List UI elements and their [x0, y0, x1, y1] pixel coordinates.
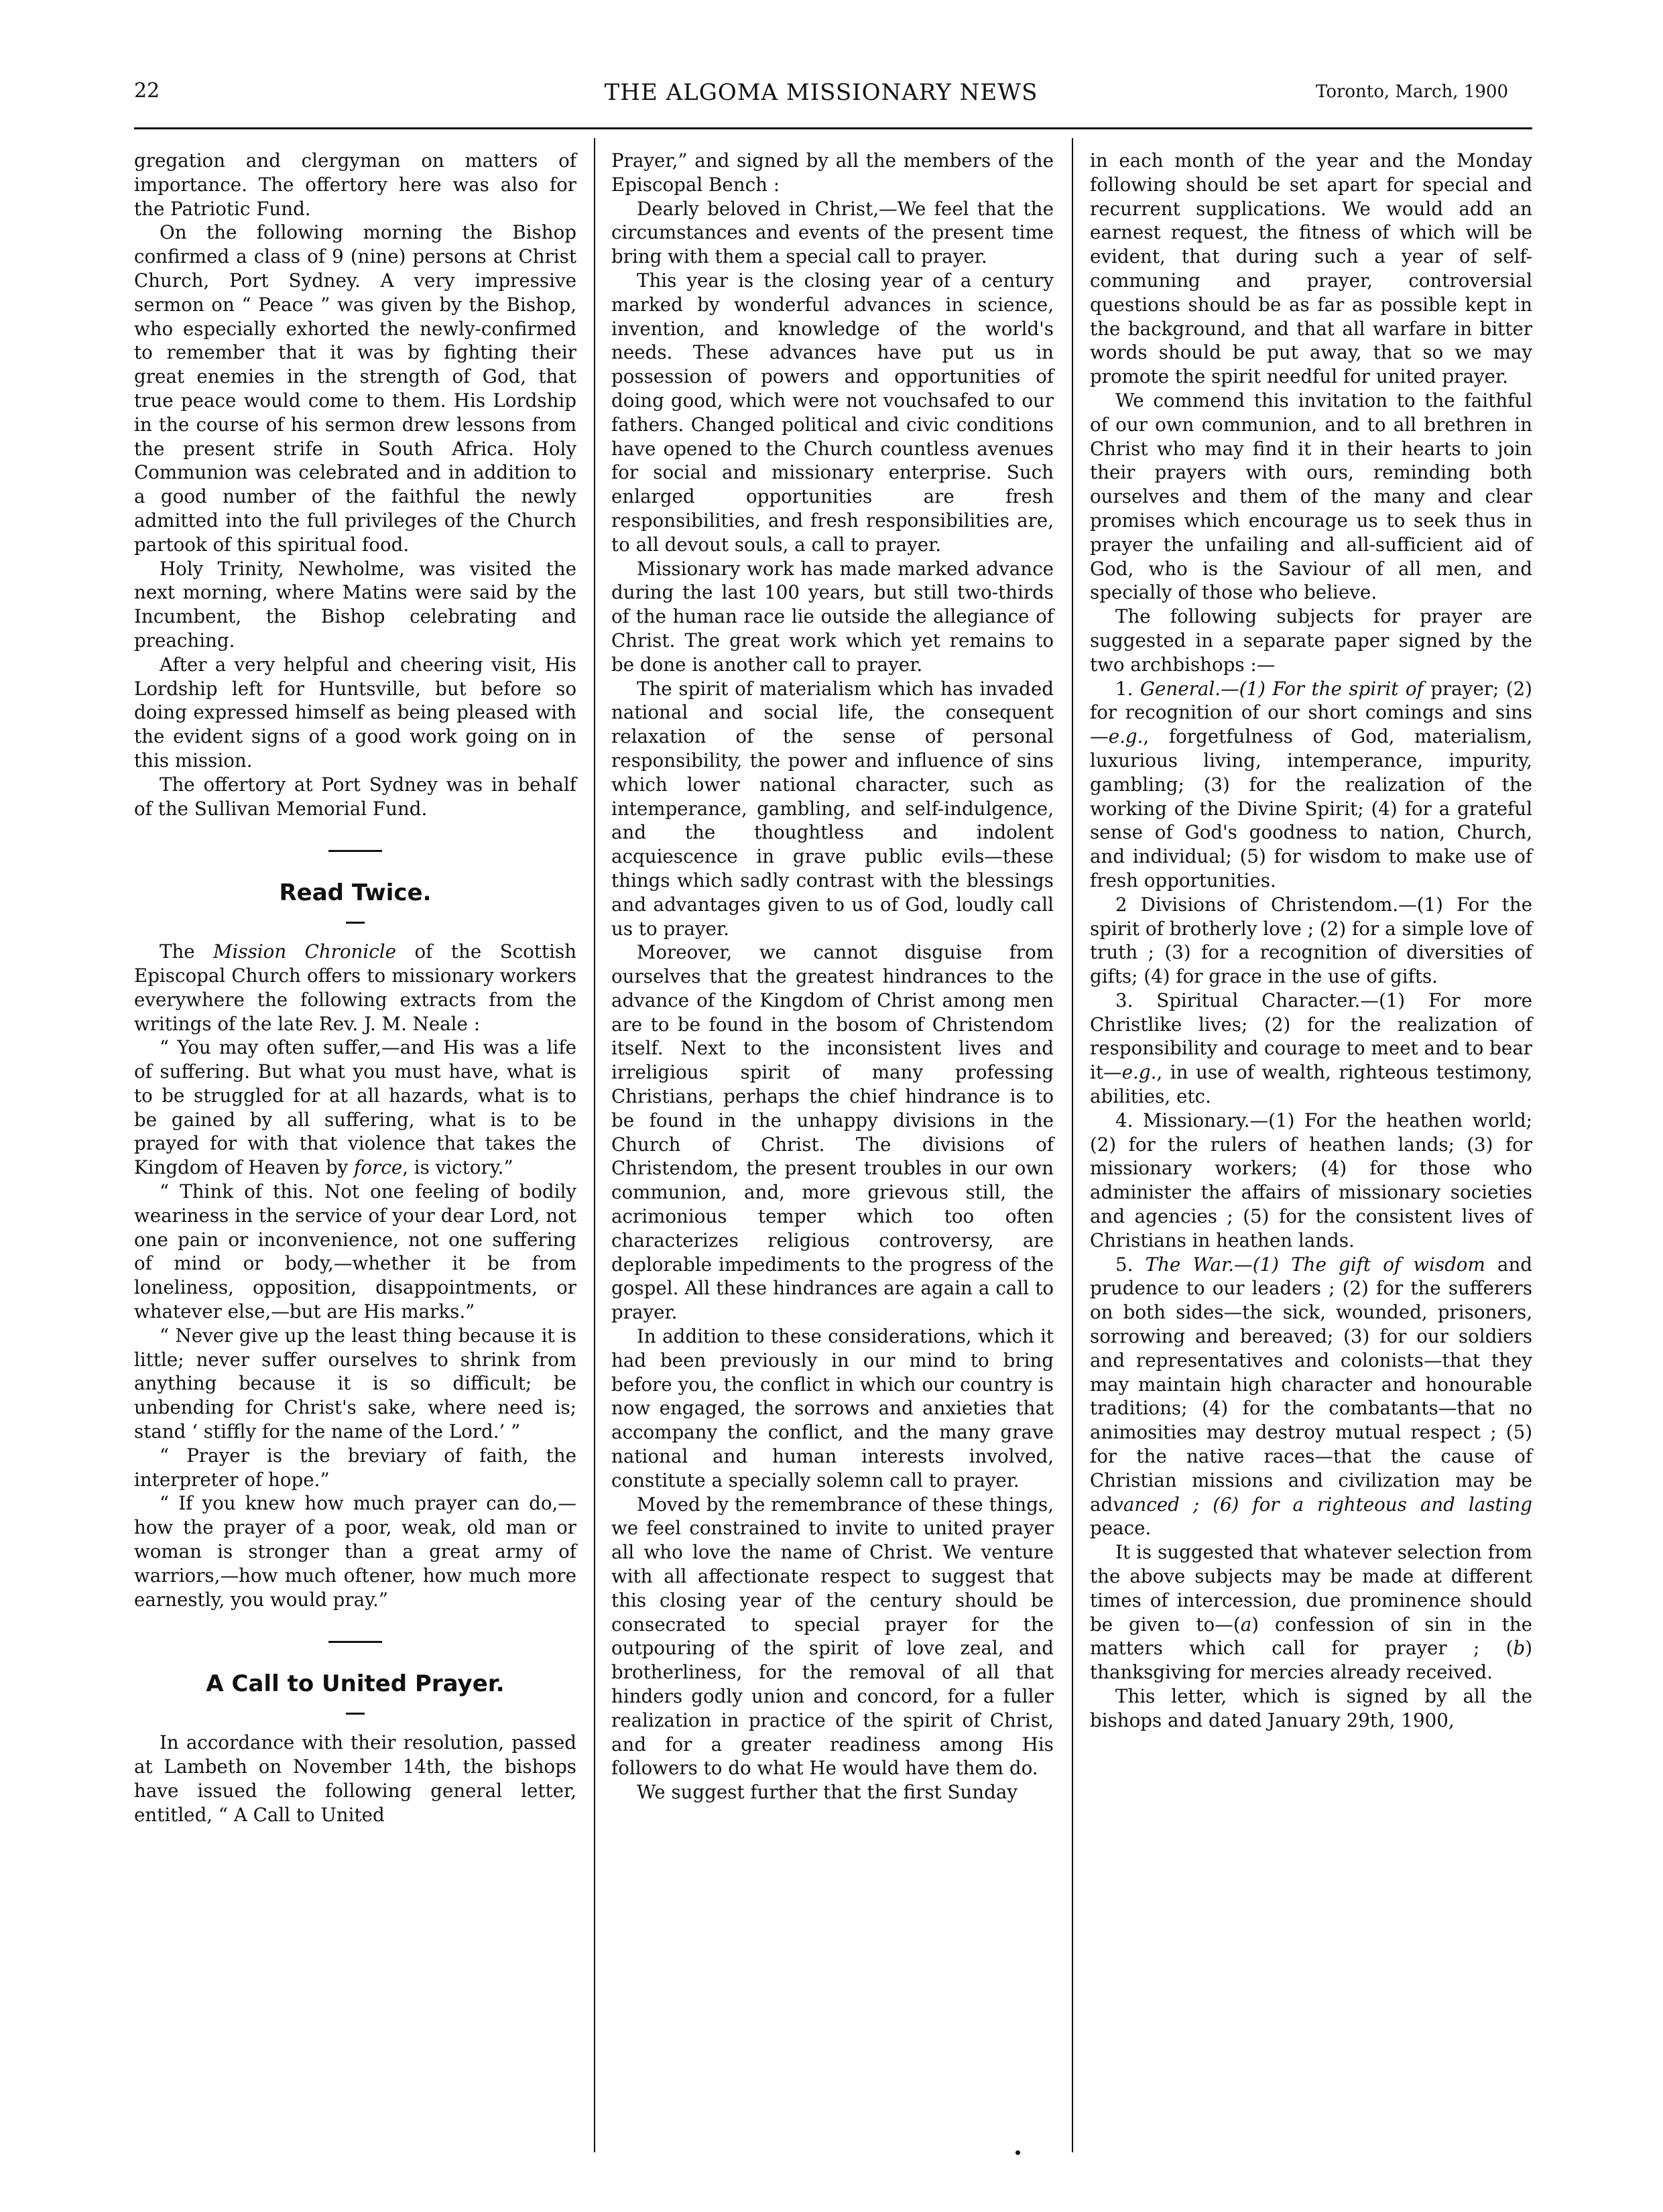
publication-name: Mission Chronicle	[213, 940, 396, 963]
paragraph: Missionary work has made marked advance during the last 100 years, but still two-thirds of the human race lie outside the allegiance of Christ. The great work which yet remains to be done is another call to prayer.	[611, 557, 1054, 676]
section-heading: A Call to United Prayer.	[206, 1670, 505, 1698]
publication-title: THE ALGOMA MISSIONARY NEWS	[604, 79, 1038, 106]
section-heading: Read Twice.	[279, 879, 432, 907]
issue-date: Toronto, March, 1900	[1316, 82, 1508, 102]
paragraph: The offertory at Port Sydney was in behalf of the Sullivan Memorial Fund.	[134, 773, 576, 820]
paragraph: gregation and clergyman on matters of importance. The offertory here was also for the Patriotic Fund.	[134, 149, 576, 220]
prayer-subject: 5. The War.—(1) The gift of wisdom and prudence to our leaders ; (2) for the sufferers on both sides—the sick, wounded, prisoners, sorrowing and bereaved; (3) for our soldiers and representatives and colonists—that they may maintain high character and honourable traditions; (4) for the combatants—that no animosities may destroy mutual respect ; (5) for the native races—that the cause of Christian missions and civilization may be advanced ; (6) for a righteous and lasting peace.	[1090, 1253, 1532, 1540]
column-divider-left	[594, 138, 595, 2152]
paragraph: Dearly beloved in Christ,—We feel that the circumstances and events of the present time bring with them a special call to prayer.	[611, 197, 1054, 268]
paragraph: On the following morning the Bishop confirmed a class of 9 (nine) persons at Christ Church, Port Sydney. A very impressive sermon on “ Peace ” was given by the Bishop, who especially exhorted the newly-confirmed to remember that it was by fighting their great enemies in the strength of God, that true peace would come to them. His Lordship in the course of his sermon drew lessons from the present strife in South Africa. Holy Communion was celebrated and in addition to a good number of the faithful the newly admitted into the full privileges of the Church partook of this spiritual food.	[134, 221, 576, 556]
page-header	[134, 79, 1508, 119]
quotation: “ If you knew how much prayer can do,—how the prayer of a poor, weak, old man or woman is stronger than a great army of warriors,—how much oftener, how much more earnestly, you would pray.”	[134, 1492, 576, 1611]
column-1	[134, 149, 576, 1827]
paragraph: It is suggested that whatever selection from the above subjects may be made at different times of intercession, due prominence should be given to—(a) confession of sin in the matters which call for prayer ; (b) thanksgiving for mercies already received.	[1090, 1541, 1532, 1684]
paragraph: After a very helpful and cheering visit, His Lordship left for Huntsville, but before so doing expressed himself as being pleased with the evident signs of a good work going on in this mission.	[134, 653, 576, 772]
paragraph: In accordance with their resolution, passed at Lambeth on November 14th, the bishops have issued the following general letter, entitled, “ A Call to United	[134, 1731, 576, 1826]
paragraph: in each month of the year and the Monday following should be set apart for special and recurrent supplications. We would add an earnest request, the fitness of which will be evident, that during such a year of self-communing and prayer, controversial questions should be as far as possible kept in the background, and that all warfare in bitter words should be put away, that so we may promote the spirit needful for united prayer.	[1090, 149, 1532, 388]
paragraph: Moreover, we cannot disguise from ourselves that the greatest hindrances to the advance of the Kingdom of Christ among men are to be found in the bosom of Christendom itself. Next to the inconsistent lives and irreligious spirit of many professing Christians, perhaps the chief hindrance is to be found in the unhappy divisions in the Church of Christ. The divisions of Christendom, the present troubles in our own communion, and, more grievous still, the acrimonious temper which too often characterizes religious controversy, are deplorable impediments to the progress of the gospel. All these hindrances are again a call to prayer.	[611, 941, 1054, 1324]
quotation: “ Prayer is the breviary of faith, the interpreter of hope.”	[134, 1444, 576, 1491]
paragraph: Prayer,” and signed by all the members of the Episcopal Bench :	[611, 149, 1054, 196]
paragraph: The spirit of materialism which has invaded national and social life, the consequent relaxation of the sense of personal responsibility, the power and influence of sins which lower national character, such as intemperance, gambling, and self-indulgence, and the thoughtless and indolent acquiescence in grave public evils—these things which sadly contrast with the blessings and advantages given to us of God, loudly call us to prayer.	[611, 677, 1054, 940]
paragraph: This year is the closing year of a century marked by wonderful advances in science, invention, and knowledge of the world's needs. These advances have put us in possession of powers and opportunities of doing good, which were not vouchsafed to our fathers. Changed political and civic conditions have opened to the Church countless avenues for social and missionary enterprise. Such enlarged opportunities are fresh responsibilities, and fresh responsibilities are, to all devout souls, a call to prayer.	[611, 269, 1054, 556]
prayer-subject: 3. Spiritual Character.—(1) For more Christlike lives; (2) for the realization of responsibility and courage to meet and to bear it—e.g., in use of wealth, righteous testimony, abilities, etc.	[1090, 989, 1532, 1108]
column-3	[1090, 149, 1532, 1733]
prayer-subject: 4. Missionary.—(1) For the heathen world; (2) for the rulers of heathen lands; (3) for missionary workers; (4) for those who administer the affairs of missionary societies and agencies ; (5) for the consistent lives of Christians in heathen lands.	[1090, 1109, 1532, 1251]
paragraph: We commend this invitation to the faithful of our own communion, and to all brethren in Christ who may find it in their hearts to join their prayers with ours, reminding both ourselves and them of the many and clear promises which encourage us to seek thus in prayer the unfailing and all-sufficient aid of God, who is the Saviour of all men, and specially of those who believe.	[1090, 389, 1532, 604]
paragraph: In addition to these considerations, which it had been previously in our mind to bring before you, the conflict in which our country is now engaged, the sorrows and anxieties that accompany the conflict, and the many grave national and human interests involved, constitute a specially solemn call to prayer.	[611, 1325, 1054, 1491]
paragraph: Holy Trinity, Newholme, was visited the next morning, where Matins were said by the Incumbent, the Bishop celebrating and preaching.	[134, 557, 576, 652]
quotation: “ Think of this. Not one feeling of bodily weariness in the service of your dear Lord, not one pain or inconvenience, not one suffering of mind or body,—whether it be from loneliness, opposition, disappointments, or whatever else,—but are His marks.”	[134, 1180, 576, 1323]
prayer-subject: 1. General.—(1) For the spirit of prayer; (2) for recognition of our short comings and sins—e.g., forgetfulness of God, materialism, luxurious living, intemperance, impurity, gambling; (3) for the realization of the working of the Divine Spirit; (4) for a grateful sense of God's goodness to nation, Church, and individual; (5) for wisdom to make use of fresh opportunities.	[1090, 677, 1532, 892]
page-number: 22	[134, 79, 160, 103]
prayer-subject: 2 Divisions of Christendom.—(1) For the spirit of brotherly love ; (2) for a simple love of truth ; (3) for a recognition of diversities of gifts; (4) for grace in the use of gifts.	[1090, 893, 1532, 988]
header-rule	[134, 127, 1532, 129]
printer-mark	[1015, 2150, 1020, 2155]
paragraph: We suggest further that the first Sunday	[637, 1781, 1018, 1804]
paragraph: The Mission Chronicle of the Scottish Episcopal Church offers to missionary workers everywhere the following extracts from the writings of the late Rev. J. M. Neale :	[134, 940, 576, 1035]
paragraph: This letter, which is signed by all the bishops and dated January 29th, 1900,	[1090, 1685, 1532, 1731]
paragraph: Moved by the remembrance of these things, we feel constrained to invite to united prayer all who love the name of Christ. We venture with all affectionate respect to suggest that this closing year of the century should be consecrated to special prayer for the outpouring of the spirit of love zeal, and brotherliness, for the removal of all that hinders godly union and concord, for a fuller realization in practice of the spirit of Christ, and for a greater readiness among His followers to do what He would have them do.	[611, 1493, 1054, 1780]
quotation: “ You may often suffer,—and His was a life of suffering. But what you must have, what is to be struggled for at all hazards, what is to be gained by all suffering, what is to be prayed for with that violence that takes the Kingdom of Heaven by force, is victory.”	[134, 1036, 576, 1179]
column-divider-right	[1072, 138, 1073, 2152]
quotation: “ Never give up the least thing because it is little; never suffer ourselves to shrink from anything because it is so difficult; be unbending for Christ's sake, where need is; stand ‘ stiffly for the name of the Lord.’ ”	[134, 1324, 576, 1443]
paragraph: The following subjects for prayer are suggested in a separate paper signed by the two archbishops :—	[1090, 605, 1532, 676]
column-2	[611, 149, 1054, 1804]
